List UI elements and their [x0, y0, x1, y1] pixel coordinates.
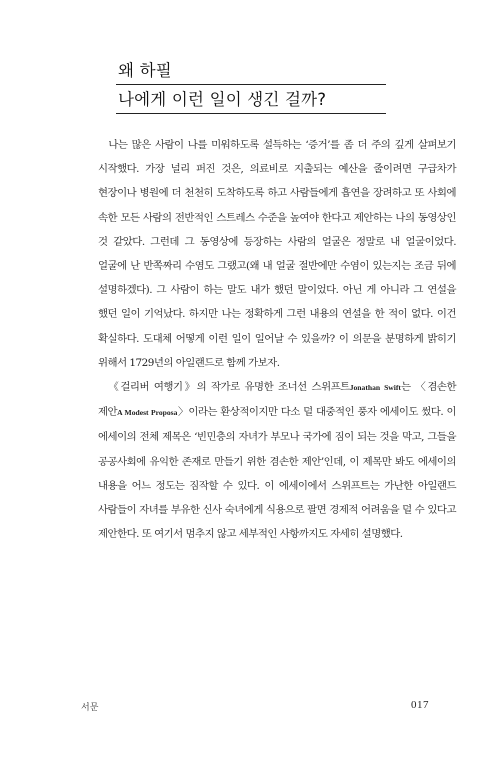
- chapter-heading: [116, 60, 386, 114]
- running-footer-section: 서문: [81, 703, 99, 713]
- paragraph-2-text-3: 〉이라는 환상적이지만 다소 덜 대중적인 풍자 에세이도 썼다. 이 에세이의 전체 제목은 ‘빈민층의 자녀가 부모나 국가에 짐이 되는 것을 막고, 그들을 공공사회에 유익한 존재로 만들기 위한 겸손한 제안’인데, 이 제목만 봐도 에세이의 내용을 어느 정도는 짐작할 수 있다. 이 에세이에서 스위프트는 가난한 아일랜드 사람들이 자녀를 부유한 신사 숙녀에게 식용으로 팔면 경제적 어려움을 덜 수 있다고 제안한다. 또 여기서 멈추지 않고 세부적인 사항까지도 자세히 설명했다.: [98, 406, 456, 541]
- heading-line-1: 왜 하필: [116, 60, 386, 85]
- paragraph-2: [98, 375, 456, 546]
- body-text: [98, 133, 456, 546]
- original-title-modest-proposal: A Modest Proposa: [117, 408, 178, 418]
- page-number: 017: [411, 699, 429, 711]
- heading-line-2: 나에게 이런 일이 생긴 걸까?: [116, 89, 386, 114]
- original-name-swift: Jonathan Swift: [349, 383, 401, 393]
- paragraph-1: 나는 많은 사람이 나를 미워하도록 설득하는 ‘증거’를 좀 더 주의 깊게 살펴보기 시작했다. 가장 널리 퍼진 것은, 의료비로 지출되는 예산을 줄이려면 구급차가 현장이나 병원에 더 천천히 도착하도록 하고 사람들에게 흡연을 장려하고 또 사회에 속한 모든 사람의 전반적인 스트레스 수준을 높여야 한다고 제안하는 나의 동영상인 것 같았다. 그런데 그 동영상에 등장하는 사람의 얼굴은 정말로 내 얼굴이었다. 얼굴에 난 반쪽짜리 수염도 그랬고(왜 내 얼굴 절반에만 수염이 있는지는 조금 뒤에 설명하겠다). 그 사람이 하는 말도 내가 했던 말이었다. 아닌 게 아니라 그 연설을 했던 일이 기억났다. 하지만 나는 정확하게 그런 내용의 연설을 한 적이 없다. 이건 확실하다. 도대체 어떻게 이런 일이 일어날 수 있을까? 이 의문을 분명하게 밝히기 위해서 1729년의 아일랜드로 함께 가보자.: [98, 139, 456, 369]
- paragraph-2-text-1: 《걸리버 여행기》의 작가로 유명한 조너선 스위프트: [108, 381, 350, 394]
- paragraph-2-text-2: 는 〈겸손한 제안: [98, 381, 457, 419]
